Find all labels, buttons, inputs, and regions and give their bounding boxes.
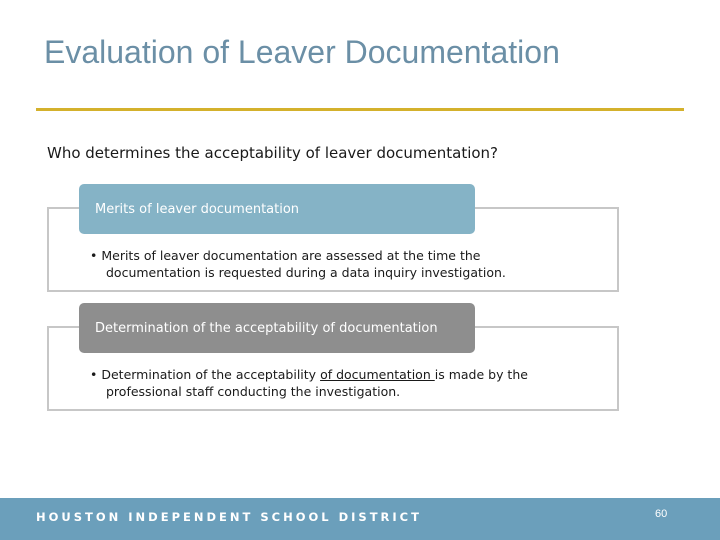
section-header-determination bbox=[79, 303, 475, 353]
bullet-lead-text: • Merits of leaver documentation bbox=[90, 248, 298, 263]
bullet-merits bbox=[90, 247, 570, 281]
bullet-underlined-text: of documentation bbox=[320, 367, 435, 382]
organization-name: HOUSTON INDEPENDENT SCHOOL DISTRICT bbox=[36, 510, 422, 524]
question-text: Who determines the acceptability of leaver documentation? bbox=[47, 144, 499, 162]
slide-title: Evaluation of Leaver Documentation bbox=[44, 34, 560, 70]
title-divider bbox=[36, 108, 684, 111]
bullet-rest-text: is made by the bbox=[434, 367, 528, 382]
section-header-label: Merits of leaver documentation bbox=[95, 201, 300, 217]
section-header-merits bbox=[79, 184, 475, 234]
section-header-label: Determination of the acceptability of documentation bbox=[95, 320, 438, 336]
bullet-continuation: professional staff conducting the investigation. bbox=[106, 384, 401, 399]
page-number: 60 bbox=[655, 508, 668, 520]
bullet-lead-text: • Determination of the acceptability bbox=[90, 367, 321, 382]
bullet-determination bbox=[90, 366, 570, 400]
bullet-rest-text: are assessed at the time the bbox=[297, 248, 481, 263]
footer-bar bbox=[0, 498, 720, 540]
bullet-continuation: documentation is requested during a data inquiry investigation. bbox=[106, 265, 506, 280]
